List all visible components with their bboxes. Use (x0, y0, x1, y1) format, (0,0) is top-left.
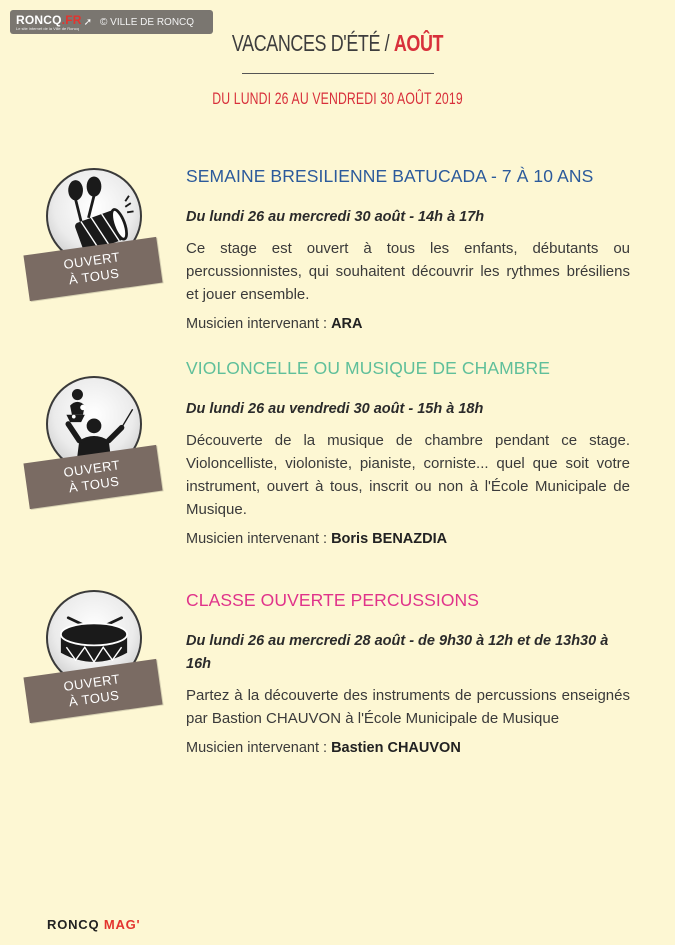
footer-brand (47, 917, 140, 932)
logo-fr: .FR (61, 12, 82, 27)
title-main: VACANCES D'ÉTÉ / (231, 30, 394, 56)
section-content (186, 358, 630, 547)
open-to-all-label (23, 659, 162, 723)
musician-label: Musicien intervenant : (186, 740, 332, 756)
section-content (186, 590, 630, 756)
section-title: CLASSE OUVERTE PERCUSSIONS (186, 590, 480, 610)
section-description: Ce stage est ouvert à tous les enfants, débutants ou percussionnistes, qui souhaitent découvrir les rythmes brésiliens et jouer ensemble. (186, 240, 630, 303)
musician-label: Musicien intervenant : (186, 531, 332, 547)
section-schedule: Du lundi 26 au mercredi 28 août - de 9h30 à 12h et de 13h30 à 16h (186, 633, 609, 672)
open-label-line2: À TOUS (67, 473, 121, 496)
logo-text: RONCQ (16, 12, 62, 27)
footer-brand-text: RONCQ (47, 917, 104, 932)
section-musician (186, 531, 630, 547)
musician-name: Bastien CHAUVON (331, 740, 461, 756)
section-musician (186, 316, 630, 332)
section-icon-wrap (26, 376, 166, 516)
section-icon-wrap (26, 590, 166, 730)
site-logo (16, 14, 82, 31)
open-label-line1: OUVERT (62, 457, 122, 480)
open-to-all-label (23, 237, 162, 301)
section-schedule: Du lundi 26 au vendredi 30 août - 15h à 18h (186, 401, 484, 417)
section-title: VIOLONCELLE OU MUSIQUE DE CHAMBRE (186, 358, 551, 378)
section-description: Partez à la découverte des instruments de percussions enseignés par Bastion CHAUVON à l'École Municipale de Musique (186, 687, 630, 727)
musician-name: ARA (331, 316, 363, 332)
title-month: AOÛT (393, 30, 444, 56)
copyright-text: © VILLE DE RONCQ (100, 16, 195, 28)
open-to-all-label (23, 445, 162, 509)
open-label-line1: OUVERT (62, 249, 122, 272)
section-description: Découverte de la musique de chambre pendant ce stage. Violoncelliste, violoniste, pianiste, corniste... quel que soit votre instrument, ouvert à tous, inscrit ou non à l'École Municipale de Musique. (186, 432, 630, 518)
musician-label: Musicien intervenant : (186, 316, 332, 332)
section-content (186, 166, 630, 332)
cursor-icon: ➚ (83, 16, 92, 28)
logo-subtitle: Le site internet de la Ville de Roncq (16, 25, 79, 31)
section-title: SEMAINE BRESILIENNE BATUCADA - 7 À 10 ANS (186, 166, 594, 186)
footer-mag-text: MAG' (103, 917, 141, 932)
open-label-line1: OUVERT (62, 671, 122, 694)
open-label-line2: À TOUS (67, 265, 121, 288)
page-title (74, 30, 601, 57)
header-dates: DU LUNDI 26 AU VENDREDI 30 AOÛT 2019 (212, 89, 463, 108)
section-musician (186, 740, 630, 756)
section-icon-wrap (26, 168, 166, 308)
open-label-line2: À TOUS (67, 687, 121, 710)
section-schedule: Du lundi 26 au mercredi 30 août - 14h à 17h (186, 209, 485, 225)
header-divider (242, 73, 434, 74)
musician-name: Boris BENAZDIA (331, 531, 448, 547)
